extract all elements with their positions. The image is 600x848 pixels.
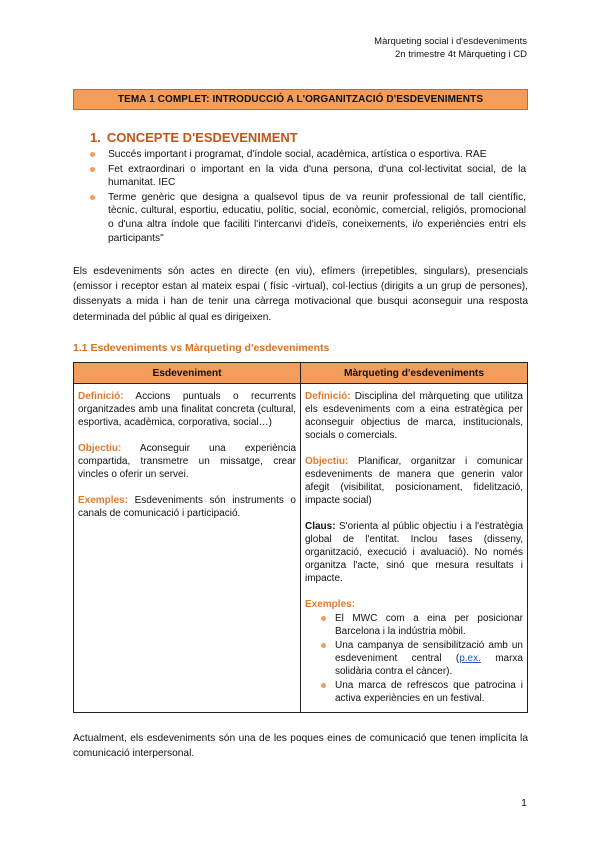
list-item-text: Terme genèric que designa a qualsevol tipus de va reunir professional de tall científic, tècnic, cultural, esportiu, educatiu, polític, social, econòmic, comercial, religiós, promocional o d'una altra índole que faciliti l'intercanvi d'ideïs, coneixements, i/o experiències entri els participants"	[108, 191, 526, 244]
list-item-text: Una campanya de sensibilització amb un esdeveniment central (	[335, 640, 523, 664]
examples-label: Exemples:	[305, 599, 356, 610]
table-row	[74, 384, 528, 713]
objective-label: Objectiu:	[305, 456, 349, 467]
list-item	[88, 148, 526, 162]
list-item	[88, 163, 526, 190]
comparison-table	[73, 362, 528, 713]
page-number: 1	[521, 797, 527, 809]
col-header-event: Esdeveniment	[74, 363, 301, 384]
objective-label: Objectiu:	[78, 443, 122, 454]
definition-label: Definició:	[78, 391, 124, 402]
list-item-text: Una marca de refrescos que patrocina i activa experiències en un festival.	[335, 680, 523, 704]
cell-event	[74, 384, 301, 713]
cell-event-marketing	[301, 384, 528, 713]
topic-banner	[73, 89, 528, 110]
section-title: CONCEPTE D'ESDEVENIMENT	[106, 130, 298, 145]
examples-label: Exemples:	[78, 495, 129, 506]
marketing-examples	[305, 598, 523, 705]
section-heading	[90, 130, 298, 145]
list-item-text: El MWC com a eina per posicionar Barcelona i la indústria mòbil.	[335, 613, 523, 637]
bullet-icon	[321, 616, 326, 621]
marketing-objective	[305, 455, 523, 507]
header-term: 2n trimestre 4t Màrqueting i CD	[395, 49, 527, 60]
marketing-keys	[305, 520, 523, 585]
table-header-row	[74, 363, 528, 384]
bullet-icon	[90, 152, 95, 157]
list-item	[321, 679, 523, 705]
list-item	[88, 191, 526, 245]
header-course: Màrqueting social i d'esdeveniments	[374, 36, 527, 47]
definition-label: Definició:	[305, 391, 351, 402]
objective-text: Aconseguir una experiència compartida, transmetre un missatge, crear vincles o oferir un servei.	[78, 443, 296, 480]
banner-title: TEMA 1 COMPLET: INTRODUCCIÓ A L'ORGANITZACIÓ D'ESDEVENIMENTS	[117, 94, 484, 105]
examples-text: Esdeveniments són instruments o canals de comunicació i participació.	[78, 495, 296, 519]
col-header-event-marketing: Màrqueting d'esdeveniments	[301, 363, 528, 384]
keys-label: Claus:	[305, 521, 336, 532]
list-item	[321, 612, 523, 638]
list-item	[321, 639, 523, 678]
list-item-text: marxa solidària contra el càncer).	[335, 653, 523, 677]
intro-paragraph: Els esdeveniments són actes en directe (en viu), efímers (irrepetibles, singulars), presencials (emissor i receptor estan al mateix espai ( físic -virtual), col·lectius (dirigits a un grup de persones), dissenyats a mida i han de tenir una càrrega motivacional que busqui aconseguir una resposta determinada del públic al qual es dirigeixen.	[73, 266, 528, 323]
subsection-heading: 1.1 Esdeveniments vs Màrqueting d'esdeveniments	[73, 342, 330, 354]
definition-text: Disciplina del màrqueting que utilitza els esdeveniments com a eina estratègica per aconseguir objectius de marca, institucionals, socials o comercials.	[305, 391, 523, 441]
bullet-icon	[321, 683, 326, 688]
examples-list	[305, 612, 523, 705]
event-examples	[78, 494, 296, 520]
definition-text: Accions puntuals o recurrents organitzades amb una finalitat concreta (cultural, esportiva, acadèmica, corporativa, social…)	[78, 391, 296, 428]
objective-text: Planificar, organitzar i comunicar esdeveniments de manera que generin valor afegit (visibilitat, posicionament, fidelització, impacte social)	[305, 456, 523, 506]
section-number: 1.	[90, 130, 101, 145]
page-header	[374, 35, 527, 61]
list-item-text: Succés important i programat, d'índole social, acadèmica, artística o esportiva. RAE	[108, 149, 487, 160]
bullet-icon	[321, 643, 326, 648]
keys-text: S'orienta al públic objectiu i a l'estratègia global de l'entitat. Inclou fases (disseny, organització, execució i avaluació). No només organitza l'acte, sinó que mesura resultats i impacte.	[305, 521, 523, 584]
event-definition	[78, 390, 296, 429]
bullet-icon	[90, 167, 95, 172]
bullet-icon	[90, 195, 95, 200]
definition-list	[88, 148, 526, 246]
example-link[interactable]: p.ex.	[459, 653, 481, 664]
event-objective	[78, 442, 296, 481]
list-item-text: Fet extraordinari o important en la vida d'una persona, d'una col·lectivitat social, de la humanitat. IEC	[108, 163, 526, 189]
closing-paragraph: Actualment, els esdeveniments són una de les poques eines de comunicació que tenen implícita la comunicació interpersonal.	[73, 733, 528, 760]
marketing-definition	[305, 390, 523, 442]
